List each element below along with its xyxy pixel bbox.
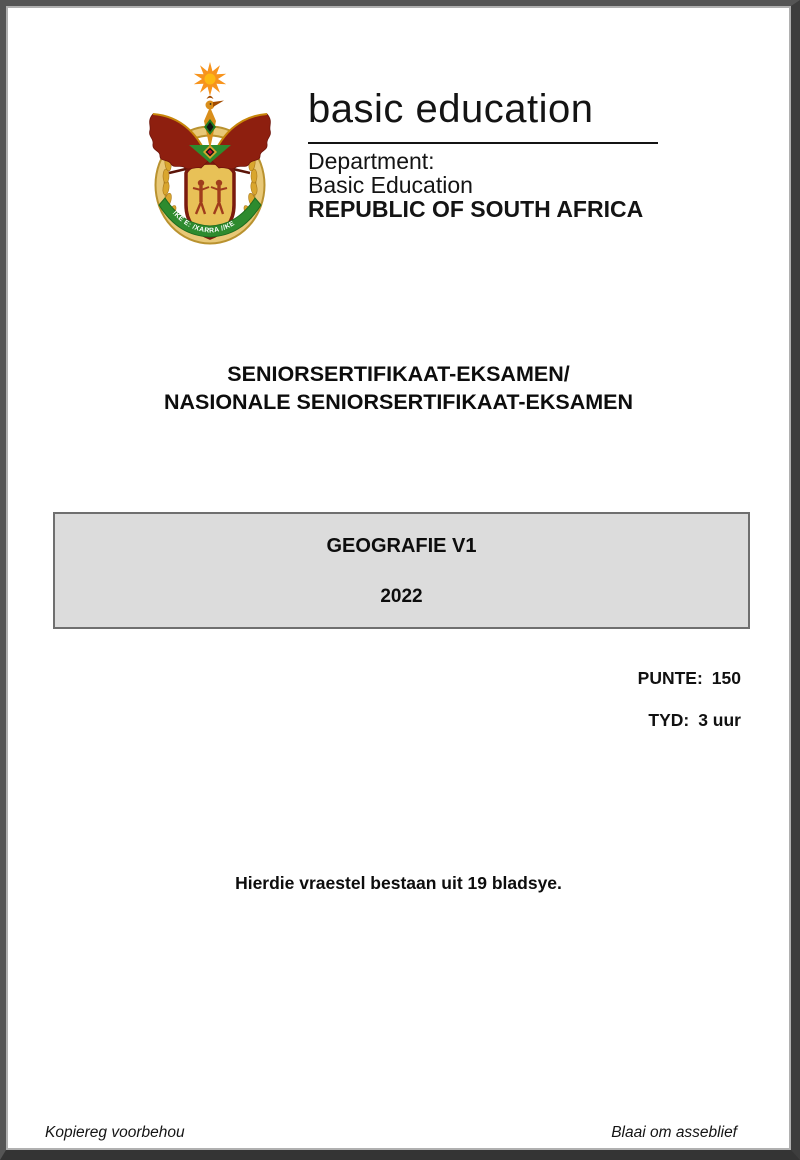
subject-box (53, 512, 750, 629)
time-row (638, 710, 741, 752)
subject-name: GEOGRAFIE V1 (326, 535, 477, 557)
brand-underline (308, 142, 658, 144)
exam-title (8, 360, 789, 416)
department-line1: Department: (308, 148, 435, 174)
department-line3: REPUBLIC OF SOUTH AFRICA (308, 196, 644, 222)
marks-row (638, 668, 741, 710)
department-line2: Basic Education (308, 172, 473, 198)
pages-note: Hierdie vraestel bestaan uit 19 bladsye. (235, 873, 562, 893)
time-label: TYD: (648, 710, 690, 730)
copyright-note: Kopiereg voorbehou (45, 1124, 185, 1141)
time-value: 3 uur (698, 710, 741, 730)
brand-wordmark: basic education (308, 87, 594, 131)
sun-icon (194, 62, 226, 96)
page-content (6, 6, 791, 1150)
marks-value: 150 (711, 668, 741, 688)
exam-meta (638, 668, 741, 752)
marks-label: PUNTE: (637, 668, 703, 688)
exam-title-line2: NASIONALE SENIORSERTIFIKAAT-EKSAMEN (163, 390, 634, 414)
south-africa-coat-of-arms (145, 57, 275, 247)
exam-year: 2022 (380, 586, 423, 607)
motto-text: !KE E: /XARRA //KE (170, 209, 237, 235)
exam-title-line1: SENIORSERTIFIKAAT-EKSAMEN/ (227, 362, 570, 386)
department-block (308, 149, 643, 221)
turn-over-note: Blaai om asseblief (611, 1124, 737, 1141)
